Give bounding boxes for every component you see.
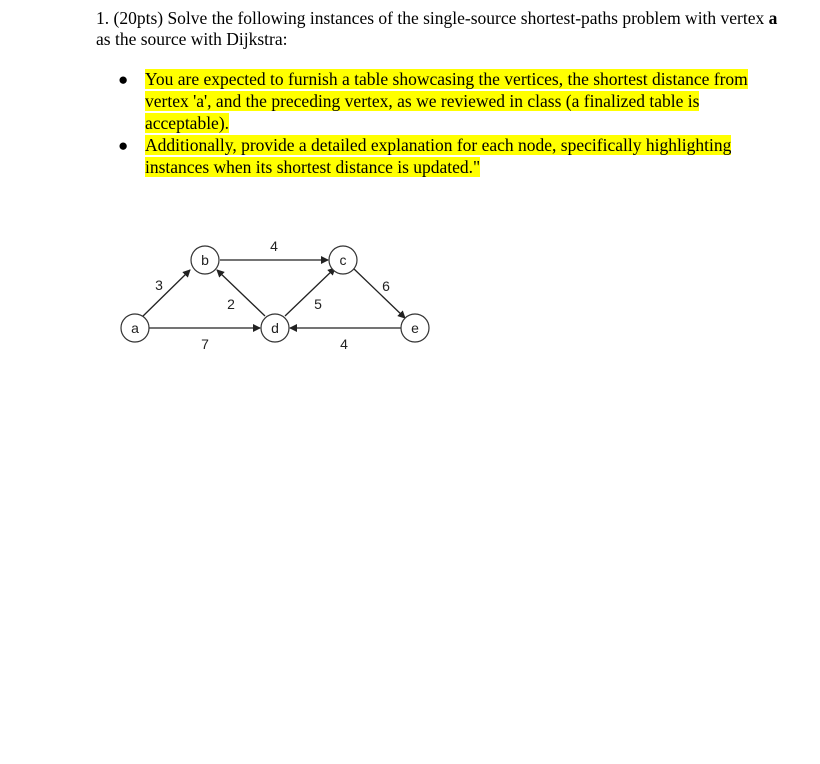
instruction-item <box>118 68 758 134</box>
instruction-list <box>118 68 758 178</box>
node-label-b: b <box>201 252 209 268</box>
bullet-icon: ● <box>118 70 129 89</box>
edge-weight-a-d: 7 <box>201 336 209 352</box>
edge-weight-a-b: 3 <box>155 277 163 293</box>
edge-weight-d-c: 5 <box>314 296 322 312</box>
source-vertex: a <box>768 8 778 28</box>
edge-c-e <box>353 268 405 318</box>
edge-weight-c-e: 6 <box>382 278 390 294</box>
instruction-text: You are expected to furnish a table showcasing the vertices, the shortest distance from vertex 'a', and the preceding vertex, as we reviewed in class (a finalized table is acceptable). <box>145 69 748 133</box>
node-label-d: d <box>271 320 279 336</box>
question-body: Solve the following instances of the single-source shortest-paths problem with vertex <box>163 8 769 28</box>
bullet-icon: ● <box>118 136 129 155</box>
question-number: 1. (20pts) <box>96 8 164 28</box>
question-body-end: as the source with Dijkstra: <box>96 29 288 49</box>
edge-d-c <box>285 268 335 316</box>
edge-a-b <box>140 270 190 319</box>
node-label-a: a <box>131 320 139 336</box>
instruction-item <box>118 134 758 178</box>
node-label-e: e <box>411 320 419 336</box>
edge-weight-d-b: 2 <box>227 296 235 312</box>
weighted-directed-graph <box>110 232 450 362</box>
node-label-c: c <box>339 252 347 268</box>
edge-weight-e-d: 4 <box>340 336 348 352</box>
edge-d-b <box>217 270 265 316</box>
edge-weight-b-c: 4 <box>270 238 278 254</box>
instruction-text: Additionally, provide a detailed explanation for each node, specifically highlighting instances when its shortest distance is updated." <box>145 135 732 177</box>
question-text <box>96 8 796 50</box>
